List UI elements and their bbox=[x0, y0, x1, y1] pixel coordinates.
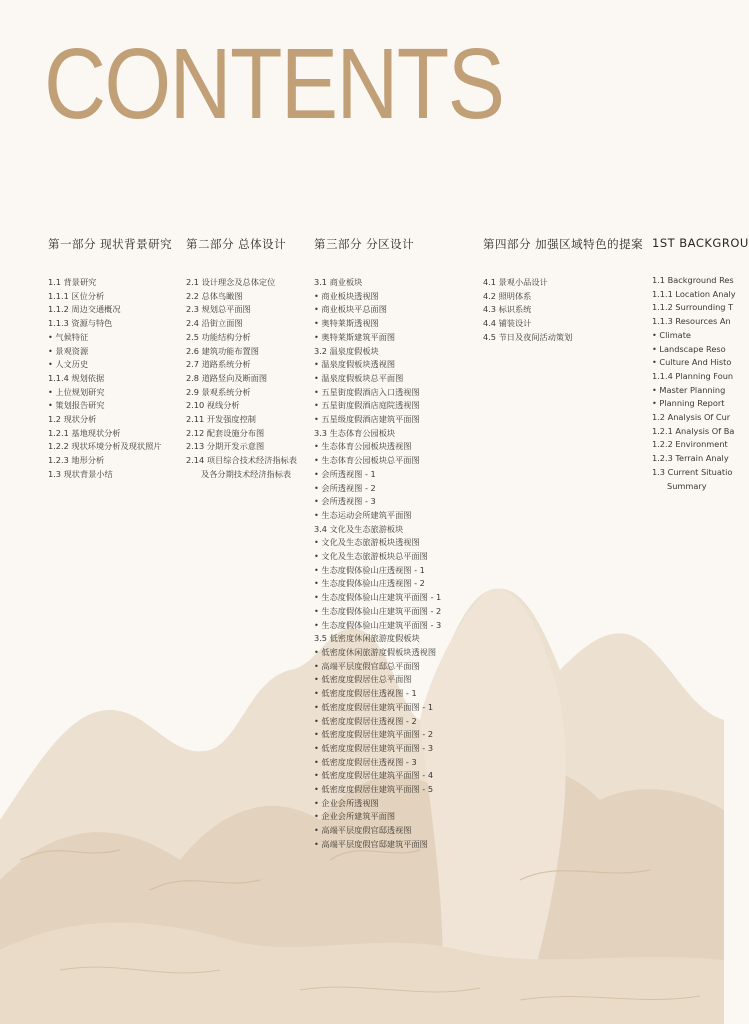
toc-entry: 2.7 道路系统分析 bbox=[186, 359, 251, 370]
toc-entry: 4.1 景观小品设计 bbox=[483, 277, 548, 287]
toc-entry: 2.9 景观系统分析 bbox=[186, 386, 251, 397]
toc-entry: • 低密度度假居住建筑平面图 - 1 bbox=[314, 701, 434, 712]
section-item-list bbox=[186, 276, 297, 482]
toc-entry: 1.1 背景研究 bbox=[48, 277, 97, 287]
toc-entry: 4.3 标识系统 bbox=[483, 304, 532, 315]
toc-entry: • 生态度假体验山庄透视图 - 1 bbox=[314, 564, 425, 575]
toc-entry: • 奥特莱斯建筑平面图 bbox=[314, 331, 396, 342]
toc-entry: • 会所透视图 - 3 bbox=[314, 496, 376, 507]
toc-entry: 3.5 低密度休闲旅游度假板块 bbox=[314, 633, 420, 644]
section-heading: 第四部分 加强区域特色的提案 bbox=[483, 237, 644, 251]
toc-entry: • 低密度度假居住建筑平面图 - 2 bbox=[314, 729, 434, 740]
toc-entry: 2.10 视线分析 bbox=[186, 400, 240, 411]
toc-entry: 1.1.1 区位分析 bbox=[48, 290, 105, 301]
toc-entry: • 企业会所建筑平面图 bbox=[314, 811, 396, 822]
toc-entry: 3.2 温泉度假板块 bbox=[314, 345, 379, 356]
toc-entry: 1.2.1 基地现状分析 bbox=[48, 427, 121, 438]
toc-entry: • 高端平层度假官邸建筑平面图 bbox=[314, 838, 428, 849]
toc-entry: 1.3 Current Situatio bbox=[652, 466, 733, 477]
toc-entry: 4.5 节日及夜间活动策划 bbox=[483, 331, 573, 342]
toc-entry: 1.1.4 规划依据 bbox=[48, 372, 105, 383]
section-heading: 第一部分 现状背景研究 bbox=[48, 237, 173, 251]
toc-entry: • 低密度度假居住总平面图 bbox=[314, 674, 412, 685]
section-heading: 第二部分 总体设计 bbox=[186, 237, 287, 251]
toc-entry: 1.2.3 地形分析 bbox=[48, 455, 105, 466]
toc-entry: 2.14 项目综合技术经济指标表 bbox=[186, 455, 297, 466]
page-title: CONTENTS bbox=[44, 28, 504, 140]
toc-entry: • 上位规划研究 bbox=[48, 386, 105, 397]
toc-entry: • 奥特莱斯透视图 bbox=[314, 318, 379, 329]
toc-entry: • 生态度假体验山庄透视图 - 2 bbox=[314, 578, 425, 589]
toc-entry: • 企业会所透视图 bbox=[314, 797, 379, 808]
toc-entry: 1.1.1 Location Analy bbox=[652, 288, 736, 299]
toc-entry: • 五星街度假酒店庭院透视图 bbox=[314, 400, 420, 411]
toc-entry: 4.4 铺装设计 bbox=[483, 318, 532, 329]
toc-entry: • 低密度度假居住透视图 - 2 bbox=[314, 715, 417, 726]
toc-entry: 1.2 现状分析 bbox=[48, 414, 97, 425]
toc-entry: • 生态度假体验山庄建筑平面图 - 2 bbox=[314, 605, 442, 616]
toc-entry: 2.3 规划总平面图 bbox=[186, 304, 251, 315]
toc-entry: 1.1.3 Resources An bbox=[652, 316, 731, 327]
toc-entry: 3.3 生态体育公园板块 bbox=[314, 427, 396, 438]
toc-entry: • 生态度假体验山庄建筑平面图 - 3 bbox=[314, 619, 442, 630]
section-part-2 bbox=[186, 236, 297, 482]
toc-entry: • Master Planning bbox=[652, 384, 726, 395]
toc-entry: • 五星街度假酒店入口透视图 bbox=[314, 386, 420, 397]
toc-entry: • Planning Report bbox=[652, 398, 725, 409]
toc-entry: 1.3 现状背景小结 bbox=[48, 468, 113, 479]
toc-entry: 2.5 功能结构分析 bbox=[186, 331, 251, 342]
toc-entry: 2.12 配套设施分布图 bbox=[186, 427, 265, 438]
toc-entry: • 高端平层度假官邸透视图 bbox=[314, 825, 412, 836]
toc-entry: 1.1.2 周边交通概况 bbox=[48, 304, 121, 315]
toc-entry: • 低密度休闲旅游度假板块透视图 bbox=[314, 646, 437, 657]
toc-entry: • 商业板块透视图 bbox=[314, 290, 379, 301]
section-item-list bbox=[652, 274, 749, 493]
toc-entry: • 低密度度假居住建筑平面图 - 3 bbox=[314, 742, 434, 753]
toc-entry: 2.8 道路竖向及断面图 bbox=[186, 372, 268, 383]
toc-entry: 1.2.1 Analysis Of Ba bbox=[652, 425, 735, 436]
toc-entry: • 生态体育公园板块总平面图 bbox=[314, 455, 420, 466]
toc-entry: 2.13 分期开发示意图 bbox=[186, 441, 265, 452]
toc-entry: 1.2.3 Terrain Analy bbox=[652, 453, 729, 464]
toc-entry: • 低密度度假居住建筑平面图 - 5 bbox=[314, 784, 434, 795]
toc-entry: 1.1.3 资源与特色 bbox=[48, 318, 113, 329]
toc-entry: 2.2 总体鸟瞰图 bbox=[186, 290, 243, 301]
toc-entry: • Landscape Reso bbox=[652, 343, 726, 354]
toc-entry: • 生态体育公园板块透视图 bbox=[314, 441, 412, 452]
toc-entry: • Climate bbox=[652, 329, 691, 340]
toc-entry: • 低密度度假居住透视图 - 1 bbox=[314, 688, 417, 699]
section-heading: 第三部分 分区设计 bbox=[314, 237, 415, 251]
toc-entry: • 生态度假体验山庄建筑平面图 - 1 bbox=[314, 592, 442, 603]
toc-entry: • 商业板块平总面图 bbox=[314, 304, 387, 315]
toc-entry: 1.2 Analysis Of Cur bbox=[652, 412, 731, 423]
section-part-3 bbox=[314, 236, 441, 852]
toc-entry: • 会所透视图 - 2 bbox=[314, 482, 376, 493]
section-item-list bbox=[483, 276, 643, 345]
toc-entry: 1.2.2 现状环境分析及现状照片 bbox=[48, 441, 162, 452]
toc-entry: • Culture And Histo bbox=[652, 357, 732, 368]
toc-entry: 1.2.2 Environment bbox=[652, 439, 728, 450]
toc-entry: 2.11 开发强度控制 bbox=[186, 414, 256, 425]
toc-entry: • 五星级度假酒店建筑平面图 bbox=[314, 414, 420, 425]
toc-entry: • 会所透视图 - 1 bbox=[314, 468, 376, 479]
toc-entry: 3.4 文化及生态旅游板块 bbox=[314, 523, 404, 534]
toc-entry: 4.2 照明体系 bbox=[483, 290, 532, 301]
toc-entry: • 温泉度假板块透视图 bbox=[314, 359, 396, 370]
toc-entry: • 生态运动会所建筑平面图 bbox=[314, 509, 412, 520]
section-item-list bbox=[48, 276, 172, 482]
toc-entry: • 高端平层度假官邸总平面图 bbox=[314, 660, 420, 671]
section-english-part-1 bbox=[652, 236, 749, 493]
toc-entry: • 文化及生态旅游板块透视图 bbox=[314, 537, 420, 548]
toc-entry: • 文化及生态旅游板块总平面图 bbox=[314, 551, 428, 562]
toc-entry: • 温泉度假板块总平面图 bbox=[314, 372, 404, 383]
section-item-list bbox=[314, 276, 441, 852]
toc-entry: 3.1 商业板块 bbox=[314, 277, 363, 287]
toc-entry: 及各分期技术经济指标表 bbox=[201, 468, 292, 479]
toc-entry: • 气候特征 bbox=[48, 331, 89, 342]
toc-entry: • 低密度度假居住建筑平面图 - 4 bbox=[314, 770, 434, 781]
section-heading: 1ST BACKGROU bbox=[652, 236, 749, 250]
toc-entry: • 策划报告研究 bbox=[48, 400, 105, 411]
section-part-4 bbox=[483, 236, 643, 345]
toc-entry: • 低密度度假居住透视图 - 3 bbox=[314, 756, 417, 767]
section-part-1 bbox=[48, 236, 172, 482]
toc-entry: • 景观资源 bbox=[48, 345, 89, 356]
toc-entry: 2.4 沿街立面图 bbox=[186, 318, 243, 329]
toc-entry: • 人文历史 bbox=[48, 359, 89, 370]
toc-entry: 1.1 Background Res bbox=[652, 275, 734, 285]
toc-entry: 1.1.2 Surrounding T bbox=[652, 302, 734, 313]
toc-entry: 2.1 设计理念及总体定位 bbox=[186, 277, 276, 287]
toc-entry: 2.6 建筑功能布置图 bbox=[186, 345, 259, 356]
toc-entry: Summary bbox=[667, 480, 707, 491]
toc-entry: 1.1.4 Planning Foun bbox=[652, 370, 734, 381]
